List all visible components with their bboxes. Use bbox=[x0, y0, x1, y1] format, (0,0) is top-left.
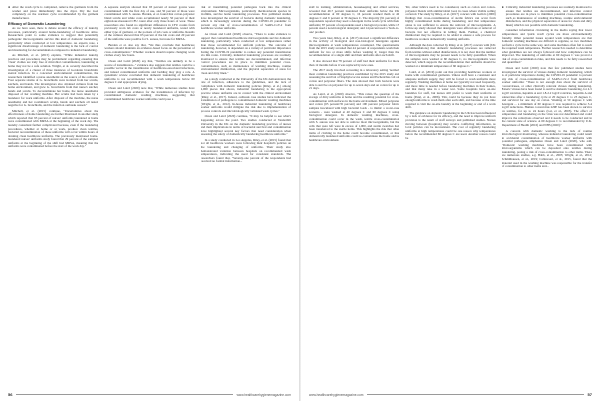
page-number-left: 56 bbox=[8, 392, 13, 397]
bullet-item bbox=[8, 6, 98, 20]
right-column-2 bbox=[405, 6, 495, 378]
bullet-text: After the wash cycle is completed, remove the garments from the washer and place immediately into the dryer. Dry the load completely on the warmest cycle recommended by the garment manufacturer. bbox=[12, 6, 99, 20]
right-columns bbox=[309, 6, 592, 378]
page-number-right: 57 bbox=[587, 392, 592, 397]
body-paragraph: Laird, et al. (2019) point out that providing healthcare workers at home with contaminated garments. Unless staff have a consistent and adequate uniform supply, they will be forced to wash uniforms more regularly. Washing machines at home are typically not used frequently, and more time is needed before laundering machines in their homes, and that many take in a water test. Some hospitals have on-site laundries for staff, but nurses still prefer to wash their uniforms at home (Patel, et al., 2006). This could be because they do not have enough uniforms to wash them after each shift, and because of the time required to visit the on-site laundry at the beginning or end of a work shift. bbox=[405, 69, 496, 110]
body-paragraph: A separate analysis showed that 93 percent of nurses' gowns were contaminated with the first day of use, and 50 percent of those were contaminated with S. aureus. Burden, et al. found that cotton-polyester blend scrubs and white coats accumulated nearly 50 percent of their eight-hour-measured CFU count after only three hours of wear. These researchers also found no significant differences in CFU counts from previously worn lab coats or newly laundered uniforms, tested with either type of garment, or the pockets of lab coats or uniforms. Results of the cultures showed that 63 percent of the lab coats and 20 percent of the uniforms were positive for S. aureus, but none for MRSA. bbox=[104, 6, 195, 41]
left-footer bbox=[8, 392, 291, 397]
body-paragraph: Owen and Laird (2020) note that few published studies have investigated the survival of viruses during domestic laundering, which is of particular importance during the COVID-19 pandemic to prevent any risk of cross-contamination of SARS-CoV-2 from healthcare worker uniforms: "There is not enough data about the survival of coronaviruses, or other clinically relevant viruses during laundering. Enteric viruses have been found to survive domestic laundering, for 4-5 log10 rotavirus, hepatitis A and 1.8-2.2 log10 rotavirus, hepatitis A and adenovirus after a laundering cycle at 20 degrees C to 23 degrees C, and survived for one day on cotton. Washing at 50 degrees C with detergent ... a minimum of 60 degrees C was required to achieve 3-4 log10 reductions. Human coronavirus 229E has been shown to survive on textiles, for up to 24 hours (Lai, et al., 2005). The effect of temperature and laundering on the virus was not determined and could improve the reductions observed and it needs to be conducted and in the current state of science. A 60 degrees C is recommended by U.K. Department of Health (2010) and NHS (2020)." bbox=[501, 66, 592, 127]
footer-rule bbox=[367, 394, 583, 395]
right-column-1 bbox=[309, 6, 399, 378]
left-column-2 bbox=[104, 6, 194, 378]
right-column-3 bbox=[502, 6, 592, 378]
body-paragraph: Two years later, Riley, et al. (2017) showed a significant difference in the activity of biological and non-biological detergents against microorganisms at wash temperatures considered. The questionnaire from the 2015 study revealed that 44 percent of respondents wash their uniform for two or more shifts before washing it; longer than the recommendation of a single shift and their uniforms after each shift. bbox=[309, 35, 400, 58]
body-paragraph: staff in training, administration, housekeeping and allied services, revealed that 46.7 percent laundered their uniforms below the UK recommendation of 60 degrees C, 16 percent washed them at 40 degrees C and 6 percent at 30 degrees C. The majority (91 percent) of respondents reported they used a detergent in the wash cycle with their uniforms; 87 percent of respondents used a biological powder, while 13 percent used a non-biological detergent; and 14 percent used a 'back-to-one' product. bbox=[309, 6, 400, 34]
footer-url[interactable]: www.healthcarehygienemagazine.com bbox=[309, 392, 364, 397]
body-paragraph: As Mitchell, et al. (2015) explain, "While industrial laundry practices and procedures may be problematic regarding ensuring that 'clean' clothes are truly free of microbial contamination, laundering at home may not be a safe solution. Wright, et al. recently described the investigation of a cluster of three instances of Gordonia bronchialis sternal infection. In a concerted environmental contamination, the researchers identified a nurse anesthetist as the source of the outbreak. Four separate strains of G. bronchialis were isolated from her scrubs, satchels, and hands. The investigators also obtained cultures from her home environment, and grew G. bronchialis from that nurse's satchel, hands and scrubs. To decontaminate her home, the nurse anesthetist disposed of her washing machine. Her scrubs had been taken by a launderer for work uniforms. After disposal of the machine, the nurse anesthetist and her roommate's scrubs, hands and satchels all tested negative for G. bronchialis, and the infection outbreak ceased." bbox=[8, 53, 99, 108]
body-paragraph: Owen and Laird (2020) continue, "It may be helpful to see what's happening across the pond. Two studies conducted at Vanderbilt University in the UK on the domestic laundering practices of nurses and their implications in terms of bacterial survival and contamination have highlighted several key factors that need consideration when assessing the safety of domestically laundering healthcare uniforms." bbox=[200, 114, 291, 137]
body-paragraph: consumer information circulating in the media saying that lower temperatures and 'quick wash' cycles are more environmentally friendly. Other potential issues around wash temperatures are that domestic washing machines are difficult to regulate, so two machines perform a cycle in the same way, and some machines often fail to reach the required wash temperature. Further research is needed to determine what guidelines are not always followed and how compliance can be improved. The laundering of uniforms at 60 degrees C was proved a risk of cross-contamination risks, and this needs to be fully researched and quantified." bbox=[501, 28, 592, 65]
body-paragraph: As a study conducted at the University of the UK demonstrated, the rate of infection, adherence to the guidelines, and the lack of compliance with domestic laundering policies (Riley, et al.) among 2,000 pieces that shows, industrial laundering is the appropriate practice where uniforms are in contact with the clinical environment (Riley, et al., 2017). Indeed, outbreak case studies have indicated the transmission of pathogens to contaminated domestic washing machines (Wright, et al., 2012). In-house industrial laundering of healthcare worker uniforms would mitigate the risk due to implementation of process controls and microbiologically validated wash cycles." bbox=[200, 76, 291, 113]
body-paragraph: In a study conducted in Los Angeles, Riley, et al. (2015) found that not all healthcare workers were following their hospital's policies on the laundering and changing of uniforms. Their study also demonstrated variation between hospitals on recommended wash temperatures, indicating the need for consistent standards. The researchers found that, "Seventy-one percent of the respondents had received no formal information... bbox=[200, 137, 291, 164]
body-paragraph: It also showed that 78 percent of staff had their uniforms for more than 12 months before it was replaced by new ones. bbox=[309, 59, 400, 67]
bullet-icon: ● bbox=[8, 6, 11, 9]
left-columns bbox=[8, 6, 291, 378]
footer-url[interactable]: www.healthcarehygienemagazine.com bbox=[236, 392, 291, 397]
body-paragraph: risk of transmitting potential pathogens back into the clinical environment. Microorganisms, particularly thermotolerant species in biofilms, survive home laundering processes. Few published studies have investigated the survival of bacteria during domestic laundering, which is increasingly relevant during the COVID-19 pandemic to prevent any risk of cross-contamination of SARS-CoV-2 from healthcare worker uniforms. bbox=[200, 6, 291, 31]
body-paragraph: The 2017 study involved recreating in a laboratory setting 'normal' most common laundering practices established by the 2015 study and assessing the survival of Staphylococcus aureus and Escherichia coli on cotton and polyester fibers. The data showed that both bacteria were able to survive on polyester for up to seven days and on cotton for up to 21 days. bbox=[309, 68, 400, 91]
section-heading: Efficacy of Domestic Laundering bbox=[8, 22, 66, 27]
body-paragraph: Yet, other fabrics need to be considered, such as cotton and cotton-polyester blends with antimicrobial load, in cases where visible soiling occurred. The study by Riley, et al. (2017) concurs with Gerba's (2009) findings that cross-contamination of sterile fabrics can occur from highly contaminated items during laundering, and that temperature alone is not sufficient to ensure the removal of microorganisms. A follow-up study showed that detergents were efficacious at removal of bacteria but not effective in killing them. Further, a chemical disinfectant may be required to be added to ensure a safe process for healthcare workers domestically washing uniforms. bbox=[405, 6, 496, 41]
body-paragraph: A concern with domestic washing is the lack of routine microbiological monitoring, whereas industrial laundering could result in accidental contamination of healthcare worker uniforms with potential pathogens, emphasize Owen and Laird (2020), who add, "Domestic washing machines have been contaminated with microorganisms which can be deposited onto textiles during laundering, posing a risk of cross-contamination to other items. There are numerous studies, e.g. Babb, et al., 2003; Wright, et al., 2012; Schmithausen, et al., 2019; Callewaert, et al., 2015, found that the material used in the washing machine was responsible for the transfer of contamination to other items and... bbox=[501, 128, 592, 169]
left-page bbox=[0, 0, 299, 401]
body-paragraph: As Owen and Laird (2020) observe, "There is some evidence to support that contaminated healthcare microorganisms survive domestic laundering, particularly when conducted at low temperatures rather than those recommended for uniform policies. The outcome of laundering, however, is dependent on a variety of particular importance during the COVID-19 pandemic to reduce any potential transmission via this route. Critically, industrial laundering processes are routinely monitored to ensure that textiles are decontaminated, and infection control procedures are in place to minimize potential cross-contamination, such as maintenance of washing machines, routine environmental disinfection, and the physical separation of areas for clean and dirty linen." bbox=[200, 32, 291, 76]
body-paragraph: Mitchell, et al. (2015) continue, "Uncertainties about the effectiveness of home laundering are further illustrated in another study which reported that 93 percent of nurses' uniforms laundered at home were contaminated with MRSA at the beginning of the work day. The laundry consultant further complicated because, even if the laundering procedures, whether at home or at work, produce clean textiles, bacterial recontamination of these uniforms will occur within hours of donning clean healthcare uniforms. The previously mentioned home-laundered nurses' uniforms study found that 29 percent of the sampled uniforms at the beginning of the shift had MRSA, meaning that the uniforms were contaminated before the start of the work day." bbox=[8, 108, 99, 149]
left-column-1 bbox=[8, 6, 98, 378]
body-paragraph: Although the data collected by Riley, et al. (2017) concurs with (UK recommendations) that domestic laundering processes are removed from textiles without added disinfectants, it is not clear that the number of microorganisms may be present needs to be fully quantified. When the samples were washed at 60 degrees C, no microorganisms were detected, which supports the recommendation that uniforms should be washed at a minimum temperature of 60 degrees C." bbox=[405, 42, 496, 68]
body-paragraph: Owen and Laird (2020) note that, "While numerous studies have provided ambiguous evidence for the transmission of infection by contaminated domestic washing machines, suggesting that contaminated healthcare worker uniforms could pose a bbox=[104, 86, 195, 101]
body-paragraph: Burden et al. also say that, "We thus conclude that healthcare workers should maintain an evidence-based focus on the prevention of cross-contamination." Whether workers should require changing work clothes every few hours. bbox=[104, 42, 195, 58]
right-footer bbox=[309, 392, 592, 397]
left-column-3 bbox=[201, 6, 291, 378]
body-paragraph: The guidance on domestic laundering in the UK has been influenced by a lack of evidence for its efficacy, and the need to improve uniform provision is the result of staff surveys and published studies. Nurses moving between (hospitals) may receive conflicting information, as local policies can be inconsistent. The cost of regularly laundering uniforms at high temperatures could be one reason why temperatures below the recommended 60 degrees C are used. Another reason could be bbox=[405, 110, 496, 140]
body-paragraph: Owen and Laird (2020) say that, "Textiles are unlikely to be a source of transmission..." evidence also suggests that textiles could be a possible vector in the transmission of healthcare-associated infections, and indeed contaminated uniforms and bedding may play a role. A systematic review concluded that domestic laundering of healthcare uniforms is not recommended with a wash temperature below 60 degrees C and appropriate drying. bbox=[104, 59, 195, 85]
bullet-text: Critically, industrial laundering processes are routinely monitored to ensure that textiles are decontaminated, and infection control procedures are in place to minimize potential cross-contamination such as maintenance of washing machines, routine environmental disinfection, and the physical separation of areas for clean and dirty linen) which is not possible with domestic laundering. bbox=[505, 6, 592, 27]
bullet-icon: ● bbox=[501, 6, 504, 9]
body-paragraph: As we have seen, there is debate around the efficacy of laundry processes, particularly around home-laundering of healthcare attire. Researchers point to some evidence to suggest that potentially pathogenic microorganisms survive this kind of domestic laundering, particularly when conducted at low temperature. As experts note, a significant disadvantage of domestic laundering is the lack of control and monitoring for decontamination compared to industrial laundering. bbox=[8, 26, 99, 52]
footer-rule bbox=[16, 394, 232, 395]
bullet-item bbox=[502, 6, 592, 27]
right-page bbox=[301, 0, 600, 401]
body-paragraph: As Laird, et al. (2020) observe, "This raises the question of the storage of dirty uniforms at home and the resulting potential for cross-contamination with surfaces in the home environment. Mixed polyester and cotton (65 percent/35 percent) and 100 percent polyester fabric samples inoculated with high bacterial loads - to mimic a worst-case scenario - were washed at 40 degrees C and 60 degrees C using biological detergent. In domestic washing machines, cross-contamination could occur in the wash, textile cross-contamination with S. aureus was not able to remove most microorganisms, but the cells that were left were in excess of 1,000, and sterile swatches had been transferred to the sterile items. This highlights the risk that other items of clothing in the home could become contaminated, or that domestically laundered uniforms could re-contaminate the home and/or healthcare environment. bbox=[309, 91, 400, 142]
